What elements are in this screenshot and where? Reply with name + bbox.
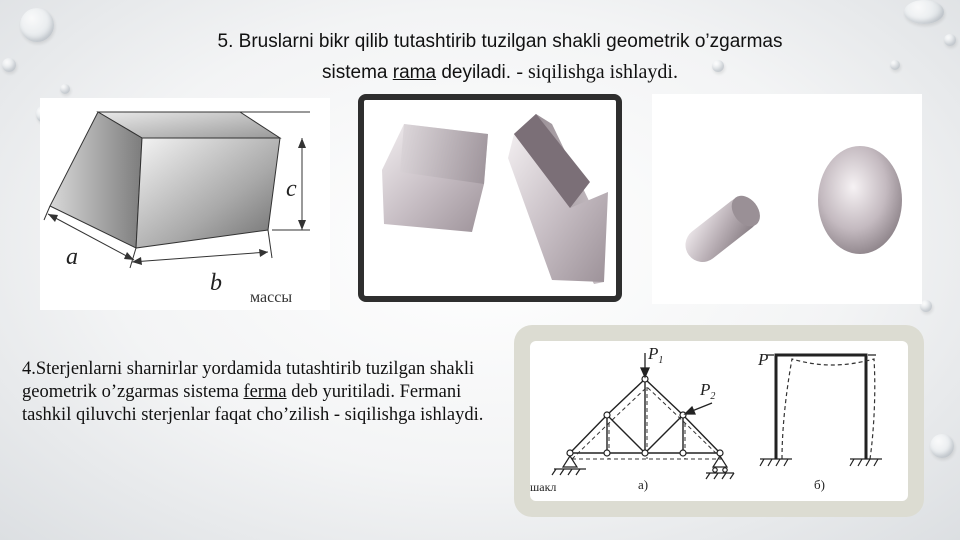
caption-shakl: шакл xyxy=(530,480,557,494)
term-rama: rama xyxy=(392,62,437,83)
ferma-definition xyxy=(22,358,492,427)
truss-drawing xyxy=(530,341,908,501)
frustum-drawing xyxy=(40,98,330,310)
truss-figure xyxy=(530,341,908,501)
arrow-head xyxy=(48,214,58,222)
frame-supports xyxy=(760,459,882,466)
truss-structure xyxy=(570,379,720,453)
frustum-caption: массы xyxy=(250,289,293,306)
arrow-head xyxy=(124,252,134,260)
cylinder-solid xyxy=(679,190,766,269)
arrow-head xyxy=(259,249,268,257)
blocks-figure xyxy=(358,94,622,302)
water-drop-decoration xyxy=(60,84,70,94)
title-line-2-pre: sistema xyxy=(322,62,393,83)
ferma-text-part2: deb yuritiladi. Fermani tashkil qiluvchi sterjenlar faqat cho’zilish - siqilishga ishlaydi. xyxy=(22,382,484,425)
title-line-2 xyxy=(100,57,900,88)
slide-title xyxy=(100,26,900,88)
caption-b: б) xyxy=(814,477,825,492)
title-line-2-tail: - siqilishga ishlaydi. xyxy=(516,61,678,83)
solids-drawing xyxy=(652,94,922,304)
label-p1: $P_1$ xyxy=(648,344,664,366)
caption-a: а) xyxy=(638,477,649,492)
blocks-drawing xyxy=(364,100,616,296)
label-b: b xyxy=(210,270,222,296)
title-line-1: 5. Bruslarni bikr qilib tutashtirib tuzilgan shakli geometrik o’zgarmas xyxy=(217,31,783,52)
water-drop-decoration xyxy=(2,58,16,72)
frustum-left-face xyxy=(50,112,142,248)
ferma-text-part1: 4.Sterjenlarni sharnirlar yordamida tutashtirib tuzilgan shakli geometrik o’zgarmas sistema xyxy=(22,359,475,402)
truss-figure-frame xyxy=(514,325,924,517)
ellipsoid-solid xyxy=(818,146,902,254)
rigid-frame xyxy=(776,355,866,459)
title-line-2-mid: deyiladi. xyxy=(436,62,517,83)
water-drop-decoration xyxy=(944,34,956,46)
frustum-figure xyxy=(40,98,330,310)
label-p-frame: P xyxy=(758,350,769,369)
label-p2: $P_2$ xyxy=(700,380,716,402)
dim-line-b xyxy=(132,252,268,262)
arrow-head xyxy=(132,257,142,265)
label-c: c xyxy=(286,176,297,202)
solids-figure xyxy=(652,94,922,304)
dim-line xyxy=(44,206,50,220)
arrow-head xyxy=(298,138,306,148)
water-drop-decoration xyxy=(20,8,54,42)
water-drop-decoration xyxy=(904,0,944,24)
dim-line xyxy=(268,230,272,258)
frustum-front-face xyxy=(136,138,280,248)
frame-deformed xyxy=(782,359,875,459)
water-drop-decoration xyxy=(930,434,954,458)
label-a: a xyxy=(66,244,78,270)
term-ferma: ferma xyxy=(243,382,287,402)
arrow-head xyxy=(298,220,306,230)
